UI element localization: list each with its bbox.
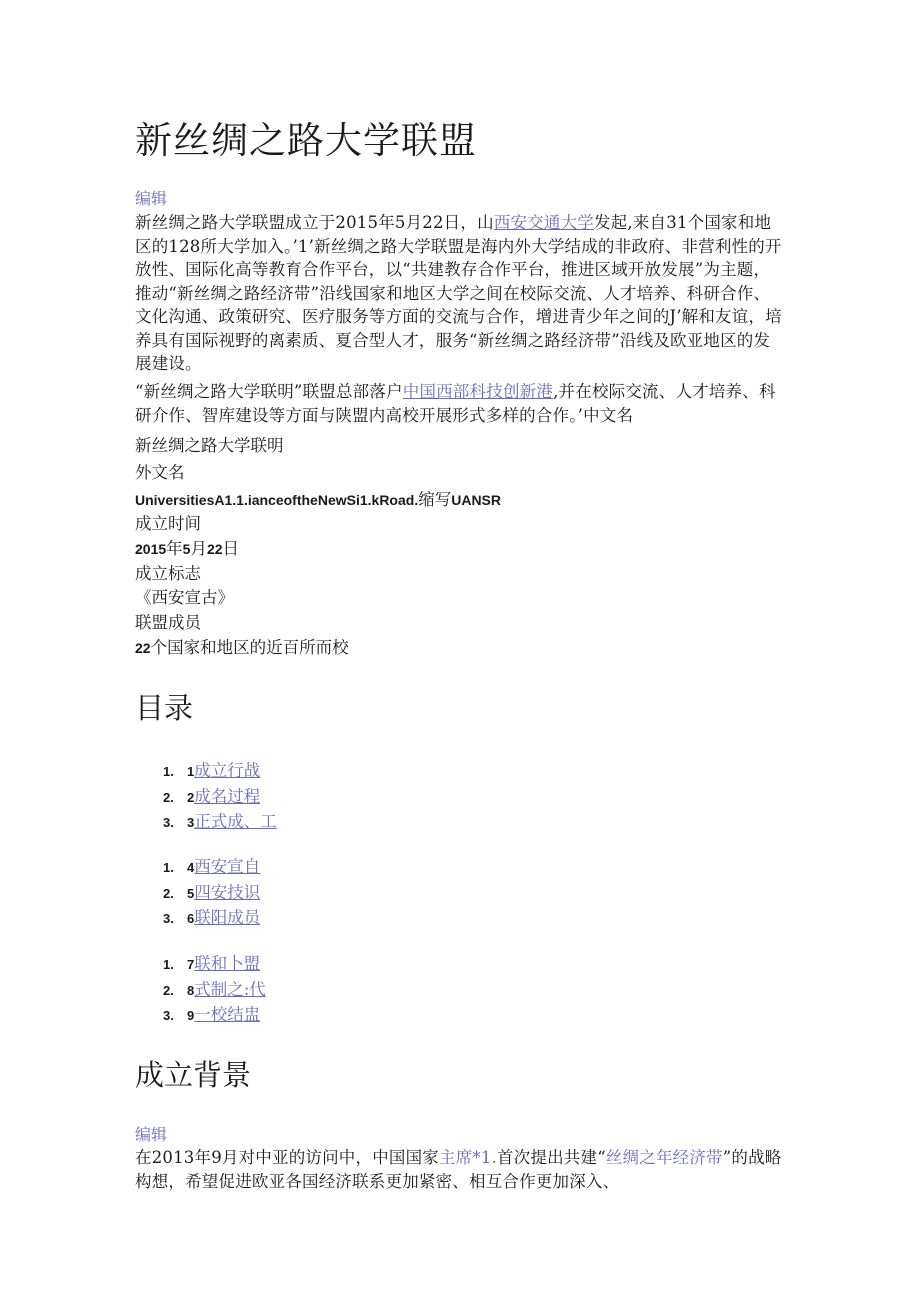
toc-item-number: 2.: [163, 789, 174, 805]
chairman-link[interactable]: 主席*1.: [439, 1148, 497, 1167]
toc-item: [163, 1001, 266, 1027]
economic-belt-link[interactable]: 丝绸之年经济带: [605, 1148, 723, 1167]
foreign-name-label: 外文名: [135, 463, 185, 482]
intro-text-1: 新丝绸之路大学联盟成立于2015年5月22日，山: [135, 213, 494, 232]
toc-group-1: [163, 757, 277, 834]
toc-item-key: 7: [187, 957, 195, 972]
toc-item-key: 4: [187, 860, 195, 875]
background-text-3: ”的战略构想，希望促进欧亚各国经济联系更加紧密、相互合作更加深入、: [135, 1148, 782, 1191]
founded-year-unit: 年: [166, 539, 183, 558]
members-label: 联盟成员: [135, 613, 201, 632]
toc-item-key: 1: [187, 764, 195, 779]
chinese-name-value: 新丝绸之路大学联明: [135, 436, 284, 455]
intro-paragraph: [135, 211, 785, 376]
abbr-value: UANSR: [451, 492, 501, 508]
foreign-name-value: [135, 486, 501, 510]
edit-link[interactable]: 编辑: [135, 1125, 168, 1144]
founded-year: 2015: [135, 541, 167, 557]
toc-item-number: 2.: [163, 885, 174, 901]
members-text: 个国家和地区的近百所而校: [150, 638, 349, 657]
toc-link[interactable]: 联阳成员: [194, 908, 261, 927]
toc-item-key: 9: [187, 1008, 195, 1023]
toc-item-number: 1.: [163, 957, 174, 972]
toc-item-key: 2: [187, 789, 195, 805]
innovation-port-link[interactable]: 中国西部科技创新港: [402, 382, 554, 401]
toc-group-3: [163, 950, 266, 1027]
toc-link[interactable]: 一校结盅: [194, 1005, 261, 1024]
founded-month-unit: 月: [190, 539, 207, 558]
toc-link[interactable]: 联和卜盟: [194, 954, 261, 973]
founded-day: 22: [206, 541, 223, 557]
toc-item-key: 8: [187, 982, 195, 998]
background-paragraph: [135, 1146, 785, 1193]
toc-link[interactable]: 四安技识: [194, 882, 261, 902]
toc-item: [163, 853, 260, 879]
toc-item-number: 2.: [163, 982, 174, 998]
founded-label: 成立时间: [135, 514, 201, 533]
toc-link[interactable]: 西安宣自: [194, 857, 261, 876]
logo-label: 成立标志: [135, 564, 201, 583]
founded-value: [135, 535, 239, 559]
background-text-2: 首次提出共建“: [497, 1148, 606, 1167]
abbr-label: 缩写: [418, 490, 452, 509]
foreign-name-text: UniversitiesA1.1.ianceoftheNewSi1.kRoad.: [135, 492, 419, 508]
toc-item: [163, 879, 260, 905]
toc-item: [163, 950, 266, 976]
toc-item-number: 1.: [163, 764, 174, 779]
toc-item: [163, 783, 277, 809]
hq-text-2: ,并在校际交流、人才培养、科研介作、智库建设等方面与陕盟内高校开展形式多样的合作。’中文名: [135, 382, 776, 425]
toc-item-number: 3.: [163, 815, 174, 830]
toc-group-2: [163, 853, 260, 930]
section-heading-background: 成立背景: [135, 1058, 252, 1092]
toc-link[interactable]: 成立行战: [194, 761, 261, 780]
toc-item: [163, 976, 266, 1002]
xjtu-link[interactable]: 西安交通大学: [493, 213, 594, 232]
toc-link[interactable]: 式制之:代: [194, 979, 266, 999]
toc-item-key: 3: [187, 815, 195, 830]
toc-item: [163, 757, 277, 783]
hq-text-1: “新丝绸之路大学联明”联盟总部落户: [135, 382, 403, 401]
toc-item: [163, 808, 277, 834]
members-count: 22: [135, 640, 151, 656]
edit-link[interactable]: 编辑: [135, 189, 168, 208]
toc-item-number: 1.: [163, 860, 174, 875]
founded-day-unit: 日: [222, 539, 240, 558]
members-value: [135, 634, 349, 658]
page-title: 新丝绸之路大学联盟: [135, 119, 477, 162]
background-text-1: 在2013年9月对中亚的访问中，中国国家: [135, 1148, 439, 1167]
toc-item-key: 6: [187, 911, 195, 926]
hq-paragraph: [135, 380, 785, 427]
toc-item-number: 3.: [163, 1008, 174, 1023]
founded-month: 5: [182, 541, 191, 557]
toc-link[interactable]: 正式成、工: [194, 812, 277, 831]
toc-link[interactable]: 成名过程: [194, 786, 261, 806]
toc-item-key: 5: [187, 885, 195, 901]
toc-item: [163, 904, 260, 930]
intro-text-2: 发起,来自31个国家和地区的128所大学加入。’1’新丝绸之路大学联盟是海内外大学结成的非政府、非营利性的开放性、国际化高等教育合作平台，以“共建教存合作平台，推进区域开放发展”为主题，推动“新丝绸之路经济带”沿线国家和地区大学之间在校际交流、人才培养、科研合作、文化沟通、政策研究、医疗服务等方面的交流与合作，增进青少年之间的J’解和友谊，培养具有国际视野的离素质、夏合型人才，服务“新丝绸之路经济带”沿线及欧亚地区的发展建设。: [135, 213, 782, 373]
toc-heading: 目录: [135, 691, 194, 725]
toc-item-number: 3.: [163, 911, 174, 926]
logo-value: 《西安宣古》: [135, 588, 234, 607]
